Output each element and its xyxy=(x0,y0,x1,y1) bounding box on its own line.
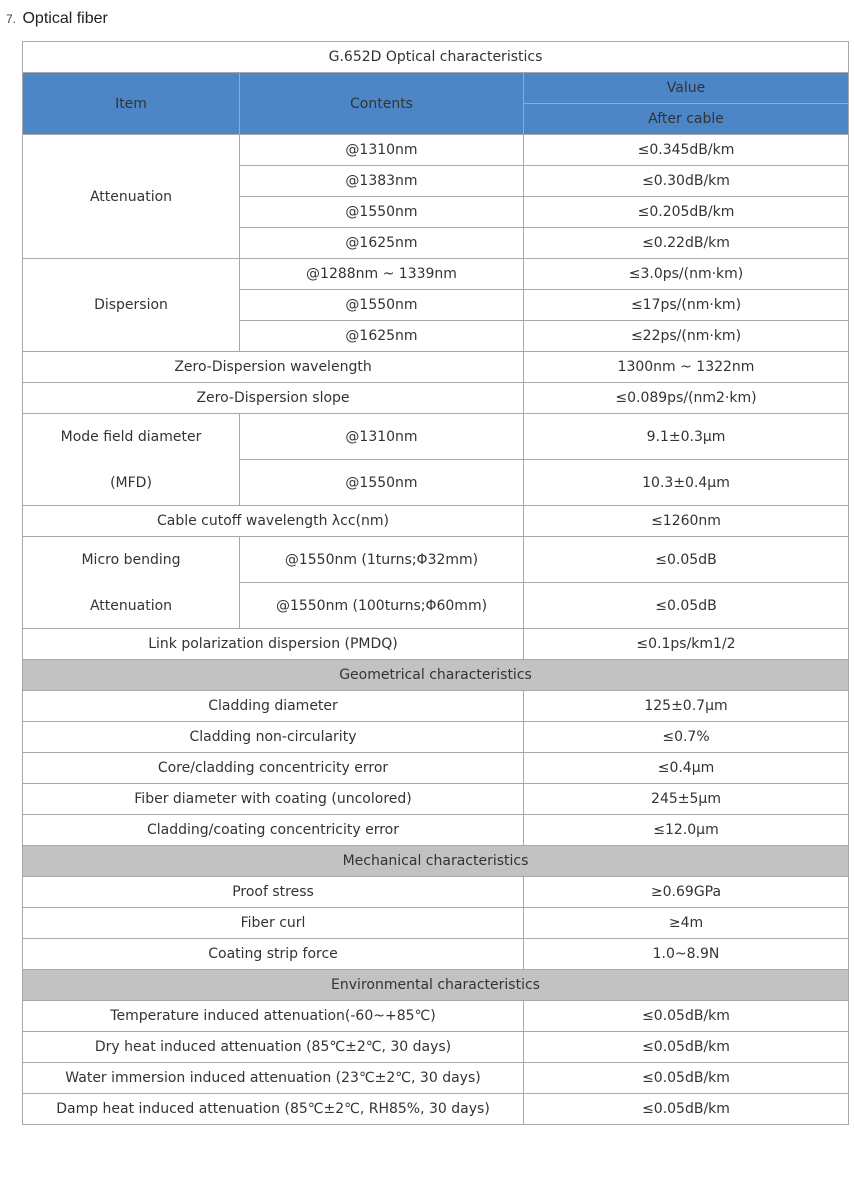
section-row xyxy=(23,970,849,1001)
condition-cell: @1310nm xyxy=(240,414,524,460)
table-row xyxy=(23,629,849,660)
table-row xyxy=(23,1063,849,1094)
condition-cell: @1288nm ~ 1339nm xyxy=(240,259,524,290)
value-cell: ≤1260nm xyxy=(524,506,849,537)
value-cell: ≤0.05dB xyxy=(524,537,849,583)
table-caption-row xyxy=(23,42,849,73)
header-row xyxy=(23,73,849,104)
condition-cell: @1625nm xyxy=(240,321,524,352)
table-row xyxy=(23,537,849,583)
mfd-label-top: Mode field diameter xyxy=(60,428,202,445)
header-contents: Contents xyxy=(240,73,524,135)
row-label: Fiber curl xyxy=(23,908,524,939)
cutoff-wavelength-label: Cable cutoff wavelength λcc(nm) xyxy=(23,506,524,537)
condition-cell: @1550nm xyxy=(240,290,524,321)
table-row xyxy=(23,506,849,537)
table-row xyxy=(23,414,849,460)
row-label: Proof stress xyxy=(23,877,524,908)
geometrical-section-title: Geometrical characteristics xyxy=(23,660,849,691)
value-cell: ≤12.0μm xyxy=(524,815,849,846)
table-row xyxy=(23,815,849,846)
row-label: Temperature induced attenuation(-60~+85℃) xyxy=(23,1001,524,1032)
value-cell: ≤0.205dB/km xyxy=(524,197,849,228)
mfd-label xyxy=(23,414,240,506)
value-cell: 9.1±0.3μm xyxy=(524,414,849,460)
value-cell: ≤0.30dB/km xyxy=(524,166,849,197)
value-cell: ≤0.1ps/km1/2 xyxy=(524,629,849,660)
pmd-label: Link polarization dispersion (PMDQ) xyxy=(23,629,524,660)
micro-bending-label-bottom: Attenuation xyxy=(89,597,173,614)
condition-cell: @1550nm (100turns;Φ60mm) xyxy=(240,583,524,629)
value-cell: ≤0.22dB/km xyxy=(524,228,849,259)
condition-cell: @1550nm xyxy=(240,197,524,228)
table-row xyxy=(23,939,849,970)
condition-cell: @1383nm xyxy=(240,166,524,197)
table-row xyxy=(23,908,849,939)
mechanical-section-title: Mechanical characteristics xyxy=(23,846,849,877)
table-row xyxy=(23,722,849,753)
table-row xyxy=(23,135,849,166)
row-label: Cladding/coating concentricity error xyxy=(23,815,524,846)
mfd-label-bottom: (MFD) xyxy=(110,474,152,491)
value-cell: ≤17ps/(nm·km) xyxy=(524,290,849,321)
condition-cell: @1625nm xyxy=(240,228,524,259)
table-row xyxy=(23,259,849,290)
micro-bending-label-top: Micro bending xyxy=(81,551,181,568)
micro-bending-label xyxy=(23,537,240,629)
value-cell: 125±0.7μm xyxy=(524,691,849,722)
header-after-cable: After cable xyxy=(524,104,849,135)
optical-fiber-spec-table xyxy=(22,41,849,1125)
table-row xyxy=(23,753,849,784)
row-label: Water immersion induced attenuation (23℃±2℃, 30 days) xyxy=(23,1063,524,1094)
table-row xyxy=(23,784,849,815)
row-label: Core/cladding concentricity error xyxy=(23,753,524,784)
condition-cell: @1550nm (1turns;Φ32mm) xyxy=(240,537,524,583)
row-label: Damp heat induced attenuation (85℃±2℃, RH85%, 30 days) xyxy=(23,1094,524,1125)
value-cell: 1.0~8.9N xyxy=(524,939,849,970)
table-row xyxy=(23,1032,849,1063)
row-label: Coating strip force xyxy=(23,939,524,970)
section-number: 7. xyxy=(6,12,17,26)
row-label: Dry heat induced attenuation (85℃±2℃, 30 days) xyxy=(23,1032,524,1063)
condition-cell: @1310nm xyxy=(240,135,524,166)
table-row xyxy=(23,691,849,722)
value-cell: ≥0.69GPa xyxy=(524,877,849,908)
value-cell: 10.3±0.4μm xyxy=(524,460,849,506)
value-cell: 1300nm ~ 1322nm xyxy=(524,352,849,383)
table-row xyxy=(23,1001,849,1032)
header-value: Value xyxy=(524,73,849,104)
section-heading xyxy=(6,10,108,28)
dispersion-label: Dispersion xyxy=(23,259,240,352)
value-cell: ≤0.089ps/(nm2·km) xyxy=(524,383,849,414)
table-caption: G.652D Optical characteristics xyxy=(23,42,849,73)
condition-cell: @1550nm xyxy=(240,460,524,506)
environmental-section-title: Environmental characteristics xyxy=(23,970,849,1001)
section-row xyxy=(23,846,849,877)
value-cell: ≤0.345dB/km xyxy=(524,135,849,166)
table-row xyxy=(23,352,849,383)
value-cell: ≤22ps/(nm·km) xyxy=(524,321,849,352)
table-row xyxy=(23,383,849,414)
row-label: Cladding non-circularity xyxy=(23,722,524,753)
section-row xyxy=(23,660,849,691)
header-item: Item xyxy=(23,73,240,135)
table-row xyxy=(23,877,849,908)
value-cell: ≤0.4μm xyxy=(524,753,849,784)
zero-dispersion-slope-label: Zero-Dispersion slope xyxy=(23,383,524,414)
value-cell: ≤0.7% xyxy=(524,722,849,753)
value-cell: ≥4m xyxy=(524,908,849,939)
value-cell: ≤0.05dB/km xyxy=(524,1001,849,1032)
table-row xyxy=(23,1094,849,1125)
value-cell: ≤0.05dB/km xyxy=(524,1032,849,1063)
section-title: Optical fiber xyxy=(22,10,108,27)
row-label: Cladding diameter xyxy=(23,691,524,722)
attenuation-label: Attenuation xyxy=(23,135,240,259)
value-cell: 245±5μm xyxy=(524,784,849,815)
value-cell: ≤3.0ps/(nm·km) xyxy=(524,259,849,290)
value-cell: ≤0.05dB/km xyxy=(524,1063,849,1094)
value-cell: ≤0.05dB/km xyxy=(524,1094,849,1125)
zero-dispersion-wavelength-label: Zero-Dispersion wavelength xyxy=(23,352,524,383)
value-cell: ≤0.05dB xyxy=(524,583,849,629)
row-label: Fiber diameter with coating (uncolored) xyxy=(23,784,524,815)
